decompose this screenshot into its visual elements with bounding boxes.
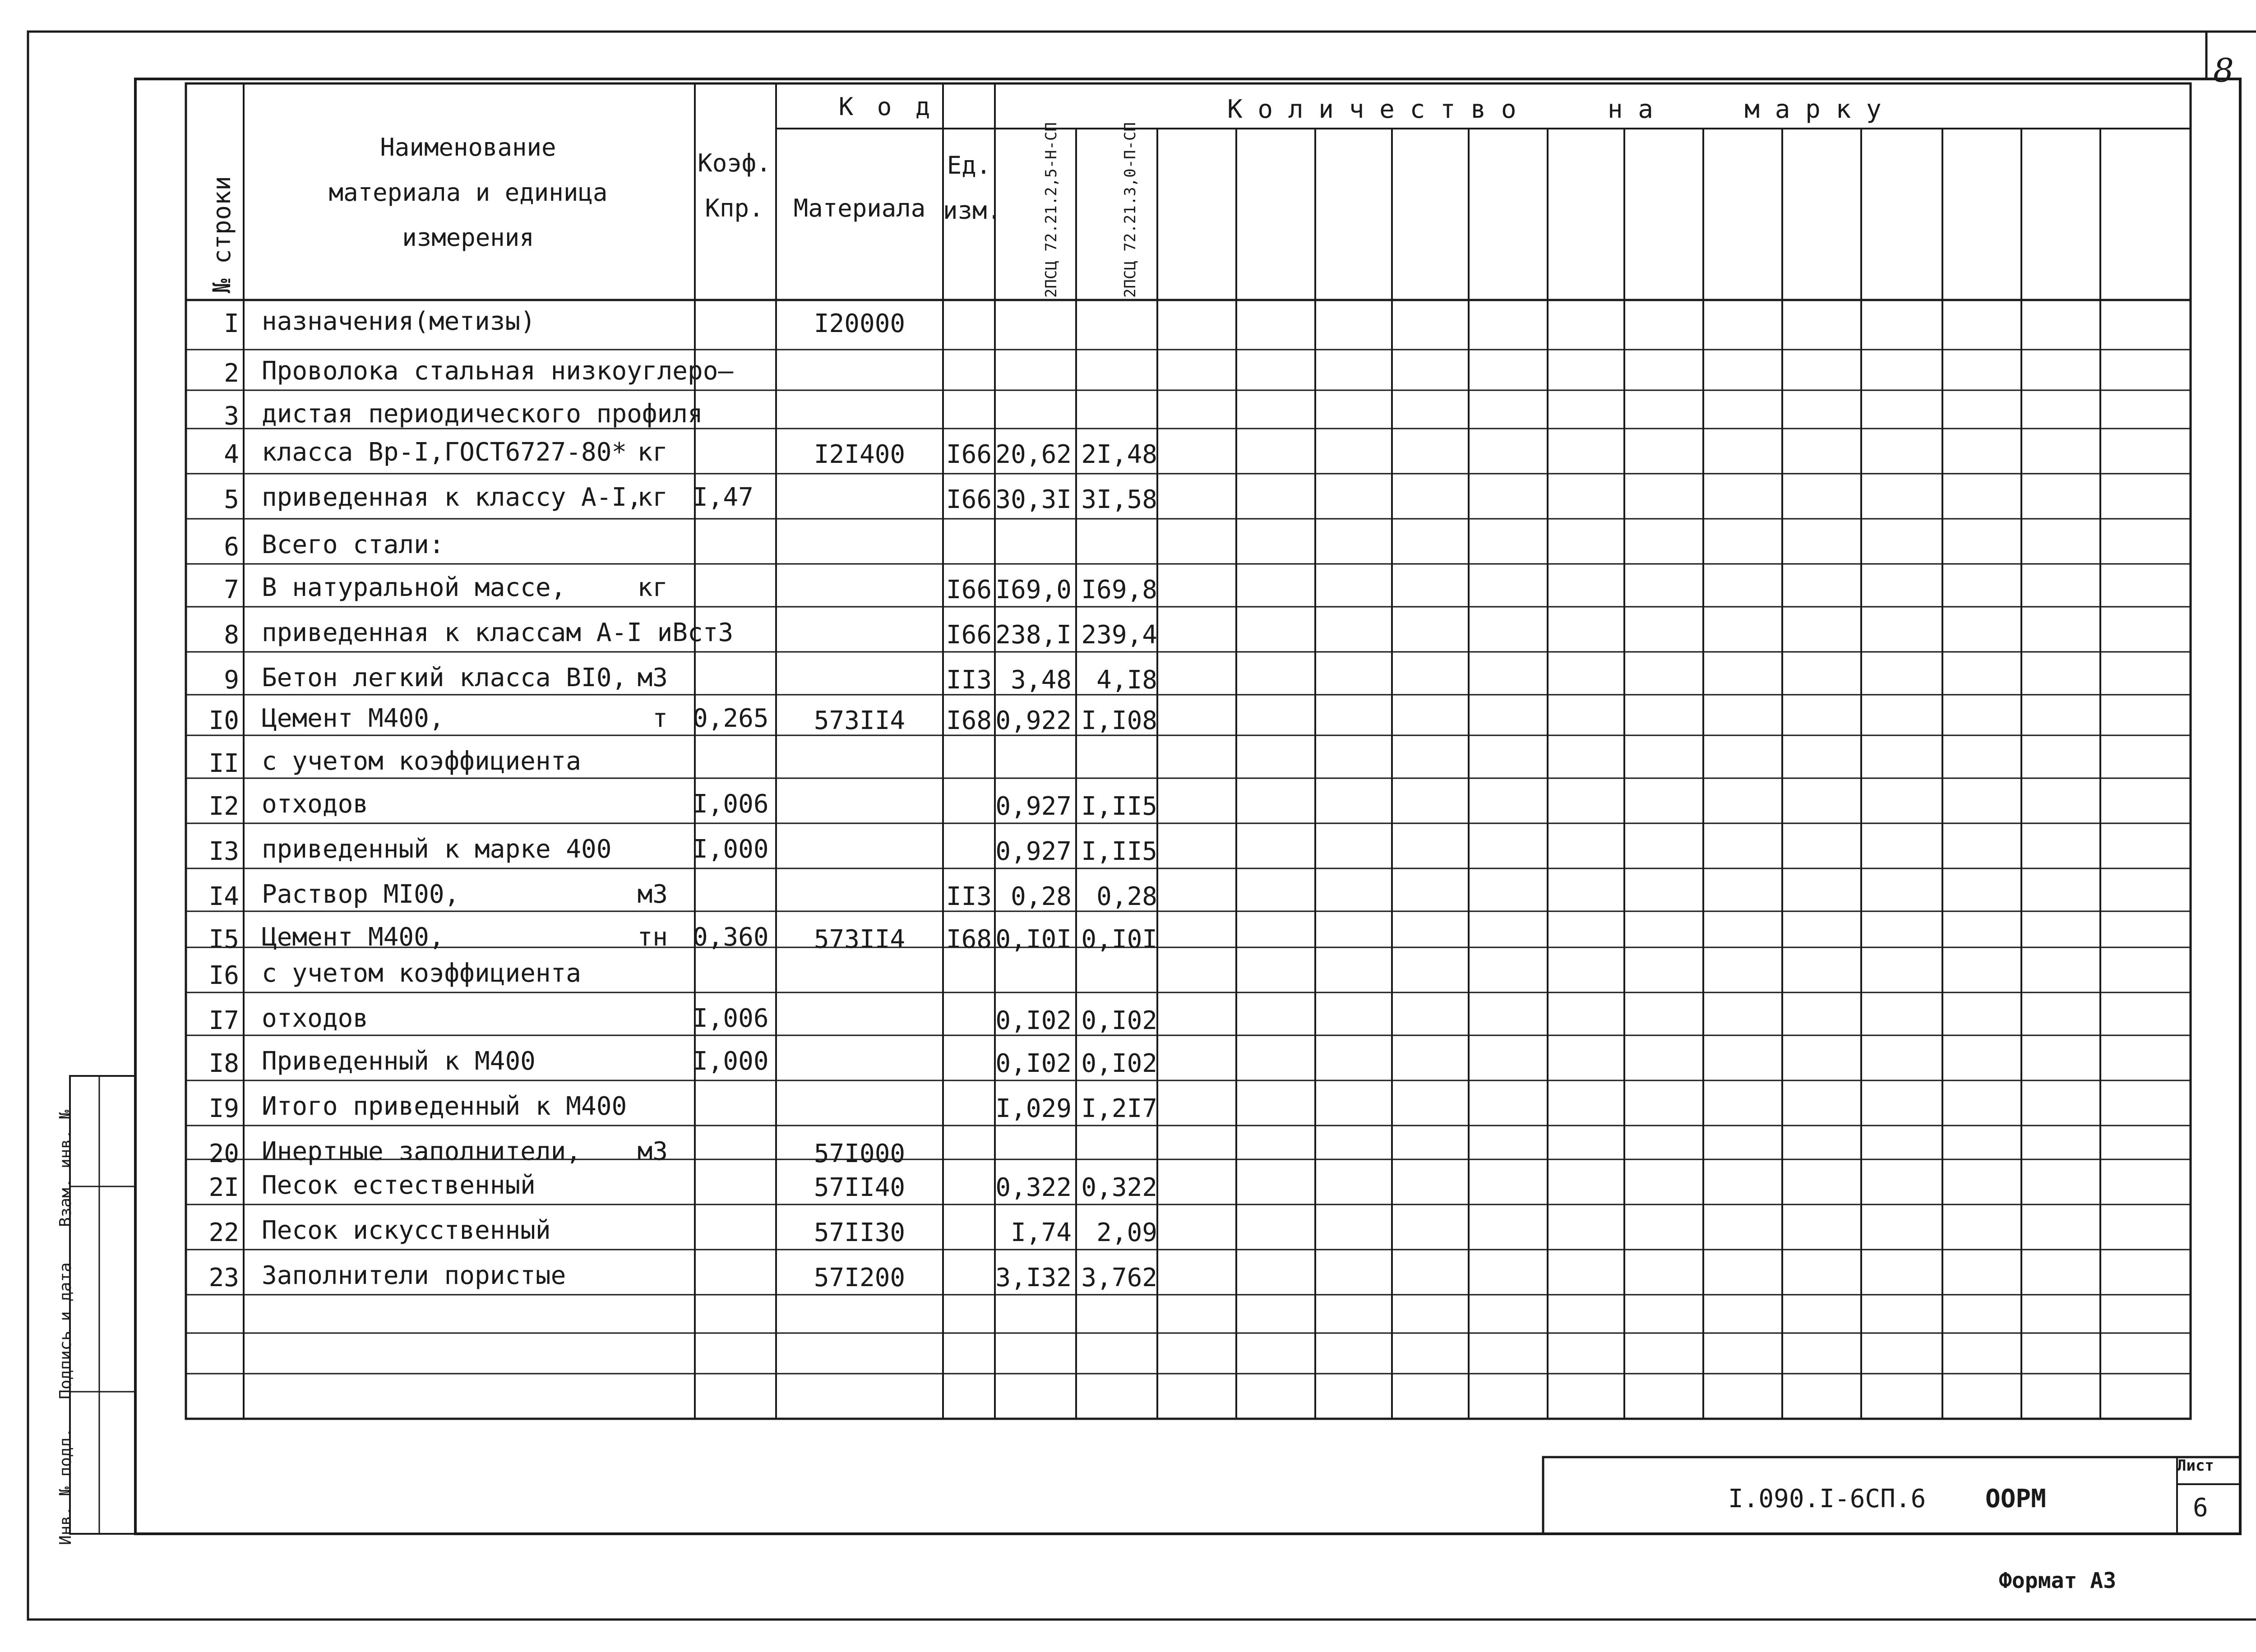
material-name: дистая периодического профиля <box>262 399 703 429</box>
material-name: Всего стали: <box>262 530 444 559</box>
coefficient-value: I,006 <box>693 789 769 819</box>
row-number: I3 <box>208 837 239 866</box>
material-name: Итого приведенный к М400 <box>262 1092 627 1121</box>
row-number: 3 <box>224 401 239 431</box>
material-name: Песок естественный <box>262 1171 536 1200</box>
material-name: Приведенный к М400 <box>262 1047 536 1076</box>
quantity-mark-2: 239,4 <box>1081 620 1157 650</box>
row-number: 22 <box>208 1218 239 1247</box>
quantity-mark-2: 0,I02 <box>1081 1049 1157 1078</box>
material-code: 57I000 <box>814 1139 906 1168</box>
stamp-vzam: Взам. инв. № <box>56 1109 75 1227</box>
header-row-number: № строки <box>208 175 236 294</box>
header-quantity-group: К о л и ч е с т в о н а м а р к у <box>1227 95 1882 124</box>
material-name: с учетом коэффициента <box>262 959 582 988</box>
quantity-mark-1: 3,I32 <box>995 1263 1072 1292</box>
title-designation: I.090.I-6СП.6 <box>1728 1484 1926 1514</box>
quantity-mark-2: 0,I02 <box>1081 1006 1157 1035</box>
format-label: Формат А3 <box>1999 1568 2117 1593</box>
material-name: отходов <box>262 789 369 819</box>
row-number: II <box>208 749 239 778</box>
material-code: 57I200 <box>814 1263 906 1292</box>
unit-code: I66 <box>946 620 992 650</box>
unit-code: I66 <box>946 485 992 514</box>
row-number: 9 <box>224 665 239 695</box>
material-code: I20000 <box>814 309 906 338</box>
row-number: I <box>224 309 239 338</box>
row-number: 20 <box>208 1139 239 1168</box>
material-name: Песок искусственный <box>262 1216 551 1245</box>
material-code: 57II30 <box>814 1218 906 1247</box>
quantity-mark-1: 20,62 <box>995 440 1072 469</box>
material-name: приведенная к классу А-I, <box>262 483 642 512</box>
material-unit-word: тн <box>637 923 668 952</box>
material-code: 57II40 <box>814 1173 906 1202</box>
row-number: 5 <box>224 485 239 514</box>
quantity-mark-2: I,I08 <box>1081 706 1157 735</box>
quantity-mark-2: 2I,48 <box>1081 440 1157 469</box>
material-unit-word: кг <box>637 483 668 512</box>
quantity-mark-2: 2,09 <box>1096 1218 1157 1247</box>
material-name: Проволока стальная низкоуглеро– <box>262 356 734 386</box>
row-number: 7 <box>224 575 239 605</box>
material-name: В натуральной массе, <box>262 573 566 602</box>
quantity-mark-1: I69,0 <box>995 575 1072 605</box>
material-unit-word: кг <box>637 573 668 602</box>
row-number: 23 <box>208 1263 239 1292</box>
quantity-mark-2: 3,762 <box>1081 1263 1157 1292</box>
row-number: I5 <box>208 925 239 954</box>
material-name: приведенная к классам А-I иВстЗ <box>262 618 734 647</box>
unit-code: I66 <box>946 440 992 469</box>
coefficient-value: I,47 <box>693 483 754 512</box>
material-code: 573II4 <box>814 925 906 954</box>
page-number: 8 <box>2213 51 2234 89</box>
row-number: I2 <box>208 792 239 821</box>
row-number: 2I <box>208 1173 239 1202</box>
quantity-mark-1: 0,I02 <box>995 1049 1072 1078</box>
quantity-mark-2: 0,28 <box>1096 882 1157 911</box>
quantity-mark-2: I,II5 <box>1081 837 1157 866</box>
header-mark-1: 2ПСЦ 72.21.2,5-Н-СП <box>1042 122 1060 298</box>
row-number: I0 <box>208 706 239 735</box>
material-name: отходов <box>262 1004 369 1033</box>
stamp-inv-podl: Инв. № подл. <box>56 1427 75 1545</box>
quantity-mark-2: I69,8 <box>1081 575 1157 605</box>
material-unit-word: т <box>652 704 668 733</box>
material-code: I2I400 <box>814 440 906 469</box>
quantity-mark-2: 4,I8 <box>1096 665 1157 695</box>
title-sheet-label: Лист <box>2177 1457 2214 1475</box>
quantity-mark-1: 0,922 <box>995 706 1072 735</box>
material-name: Заполнители пористые <box>262 1261 566 1290</box>
material-name: Цемент М400, <box>262 704 444 733</box>
row-number: 2 <box>224 359 239 388</box>
row-number: 8 <box>224 620 239 650</box>
title-doc-code: ООРМ <box>1985 1484 2046 1514</box>
quantity-mark-1: 3,48 <box>1011 665 1072 695</box>
quantity-mark-1: 0,322 <box>995 1173 1072 1202</box>
header-name-line2: материала и единица <box>328 178 608 207</box>
material-name: с учетом коэффициента <box>262 747 582 776</box>
drawing-frame <box>135 79 2240 1534</box>
unit-code: II3 <box>946 665 992 695</box>
row-number: I7 <box>208 1006 239 1035</box>
header-coef-line2: Кпр. <box>705 194 764 222</box>
header-mark-2: 2ПСЦ 72.21.3,0-П-СП <box>1121 122 1139 298</box>
quantity-mark-2: 0,I0I <box>1081 925 1157 954</box>
quantity-mark-1: 0,927 <box>995 837 1072 866</box>
material-name: приведенный к марке 400 <box>262 835 612 864</box>
quantity-mark-2: 3I,58 <box>1081 485 1157 514</box>
row-number: I9 <box>208 1094 239 1123</box>
material-name: класса Вр-I,ГОСТ6727-80* <box>262 438 627 467</box>
unit-code: I68 <box>946 925 992 954</box>
header-unit-line2: изм. <box>943 196 1002 225</box>
coefficient-value: 0,360 <box>693 923 769 952</box>
row-number: I6 <box>208 961 239 990</box>
material-unit-word: м3 <box>637 880 668 909</box>
stamp-podpis: Подпись и дата <box>56 1262 75 1399</box>
coefficient-value: I,000 <box>693 1047 769 1076</box>
quantity-mark-1: 0,I02 <box>995 1006 1072 1035</box>
unit-code: I68 <box>946 706 992 735</box>
header-name-line3: измерения <box>402 223 534 252</box>
header-code-group: К о д <box>838 92 935 121</box>
header-code-material: Материала <box>793 194 926 222</box>
material-unit-word: м3 <box>637 663 668 692</box>
quantity-mark-1: I,74 <box>1011 1218 1072 1247</box>
material-code: 573II4 <box>814 706 906 735</box>
row-number: I8 <box>208 1049 239 1078</box>
material-unit-word: м3 <box>637 1137 668 1166</box>
quantity-mark-1: 0,927 <box>995 792 1072 821</box>
unit-code: II3 <box>946 882 992 911</box>
material-name: Инертные заполнители, <box>262 1137 582 1166</box>
material-unit-word: кг <box>637 438 668 467</box>
row-number: 4 <box>224 440 239 469</box>
header-unit-line1: Ед. <box>947 151 991 180</box>
coefficient-value: I,006 <box>693 1004 769 1033</box>
material-name: Бетон легкий класса ВI0, <box>262 663 627 692</box>
quantity-mark-1: I,029 <box>995 1094 1072 1123</box>
material-name: Цемент М400, <box>262 923 444 952</box>
material-name: назначения(метизы) <box>262 307 536 336</box>
title-sheet-number: 6 <box>2193 1493 2208 1523</box>
quantity-mark-1: 0,28 <box>1011 882 1072 911</box>
quantity-mark-2: I,2I7 <box>1081 1094 1157 1123</box>
unit-code: I66 <box>946 575 992 605</box>
quantity-mark-1: 30,3I <box>995 485 1072 514</box>
quantity-mark-1: 0,I0I <box>995 925 1072 954</box>
quantity-mark-2: 0,322 <box>1081 1173 1157 1202</box>
row-number: I4 <box>208 882 239 911</box>
quantity-mark-2: I,II5 <box>1081 792 1157 821</box>
header-name-line1: Наименование <box>380 133 556 162</box>
coefficient-value: I,000 <box>693 835 769 864</box>
header-coef-line1: Коэф. <box>698 149 771 177</box>
material-name: Раствор МI00, <box>262 880 460 909</box>
coefficient-value: 0,265 <box>693 704 769 733</box>
quantity-mark-1: 238,I <box>995 620 1072 650</box>
row-number: 6 <box>224 532 239 562</box>
